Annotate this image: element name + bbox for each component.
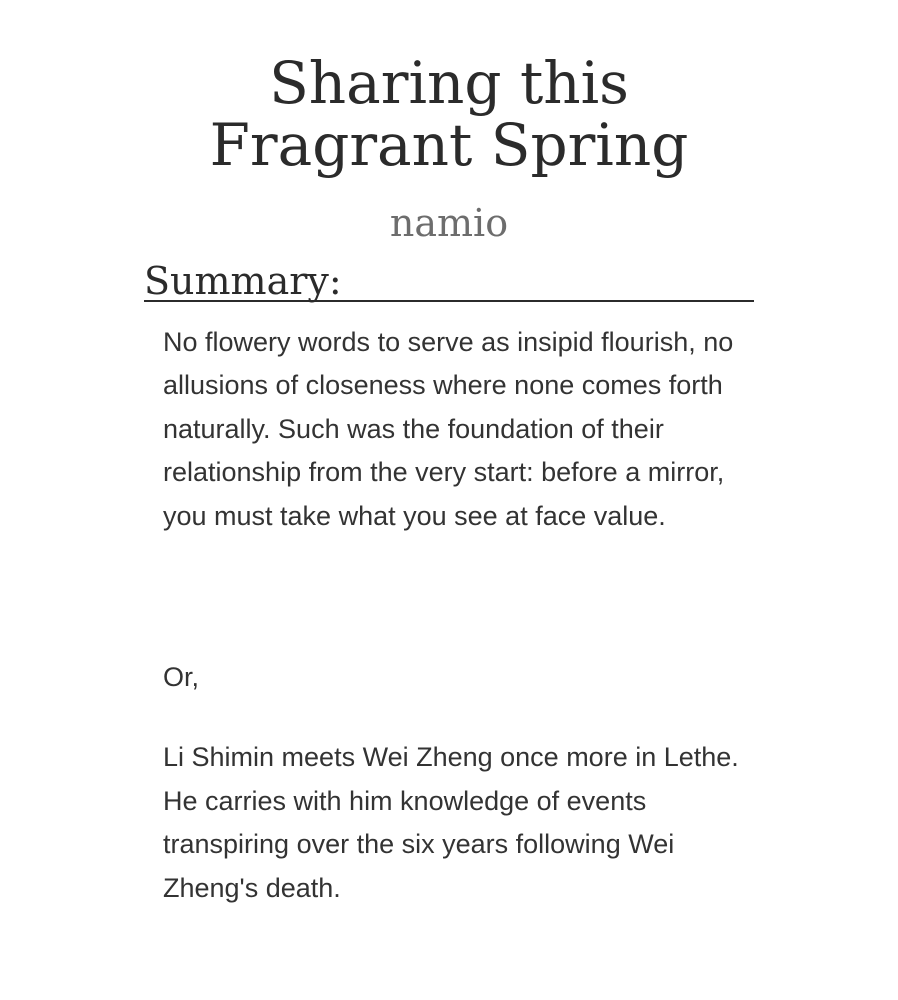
work-title-line-1: Sharing this [269, 49, 629, 117]
author-name[interactable]: namio [389, 201, 509, 245]
summary-paragraph-3: Li Shimin meets Wei Zheng once more in Lethe. He carries with him knowledge of events transpiring over the six years following Wei Zheng's death. [163, 742, 739, 903]
summary-paragraph-2: Or, [163, 662, 200, 693]
summary-paragraph-1: No flowery words to serve as insipid flourish, no allusions of closeness where none comes forth naturally. Such was the foundation of their relationship from the very start: before a mirror, you must take what you see at face value. [163, 327, 734, 531]
work-title [0, 49, 898, 179]
work-title-line-2: Fragrant Spring [209, 111, 689, 179]
summary-text [163, 321, 753, 910]
summary-heading: Summary: [144, 256, 754, 302]
